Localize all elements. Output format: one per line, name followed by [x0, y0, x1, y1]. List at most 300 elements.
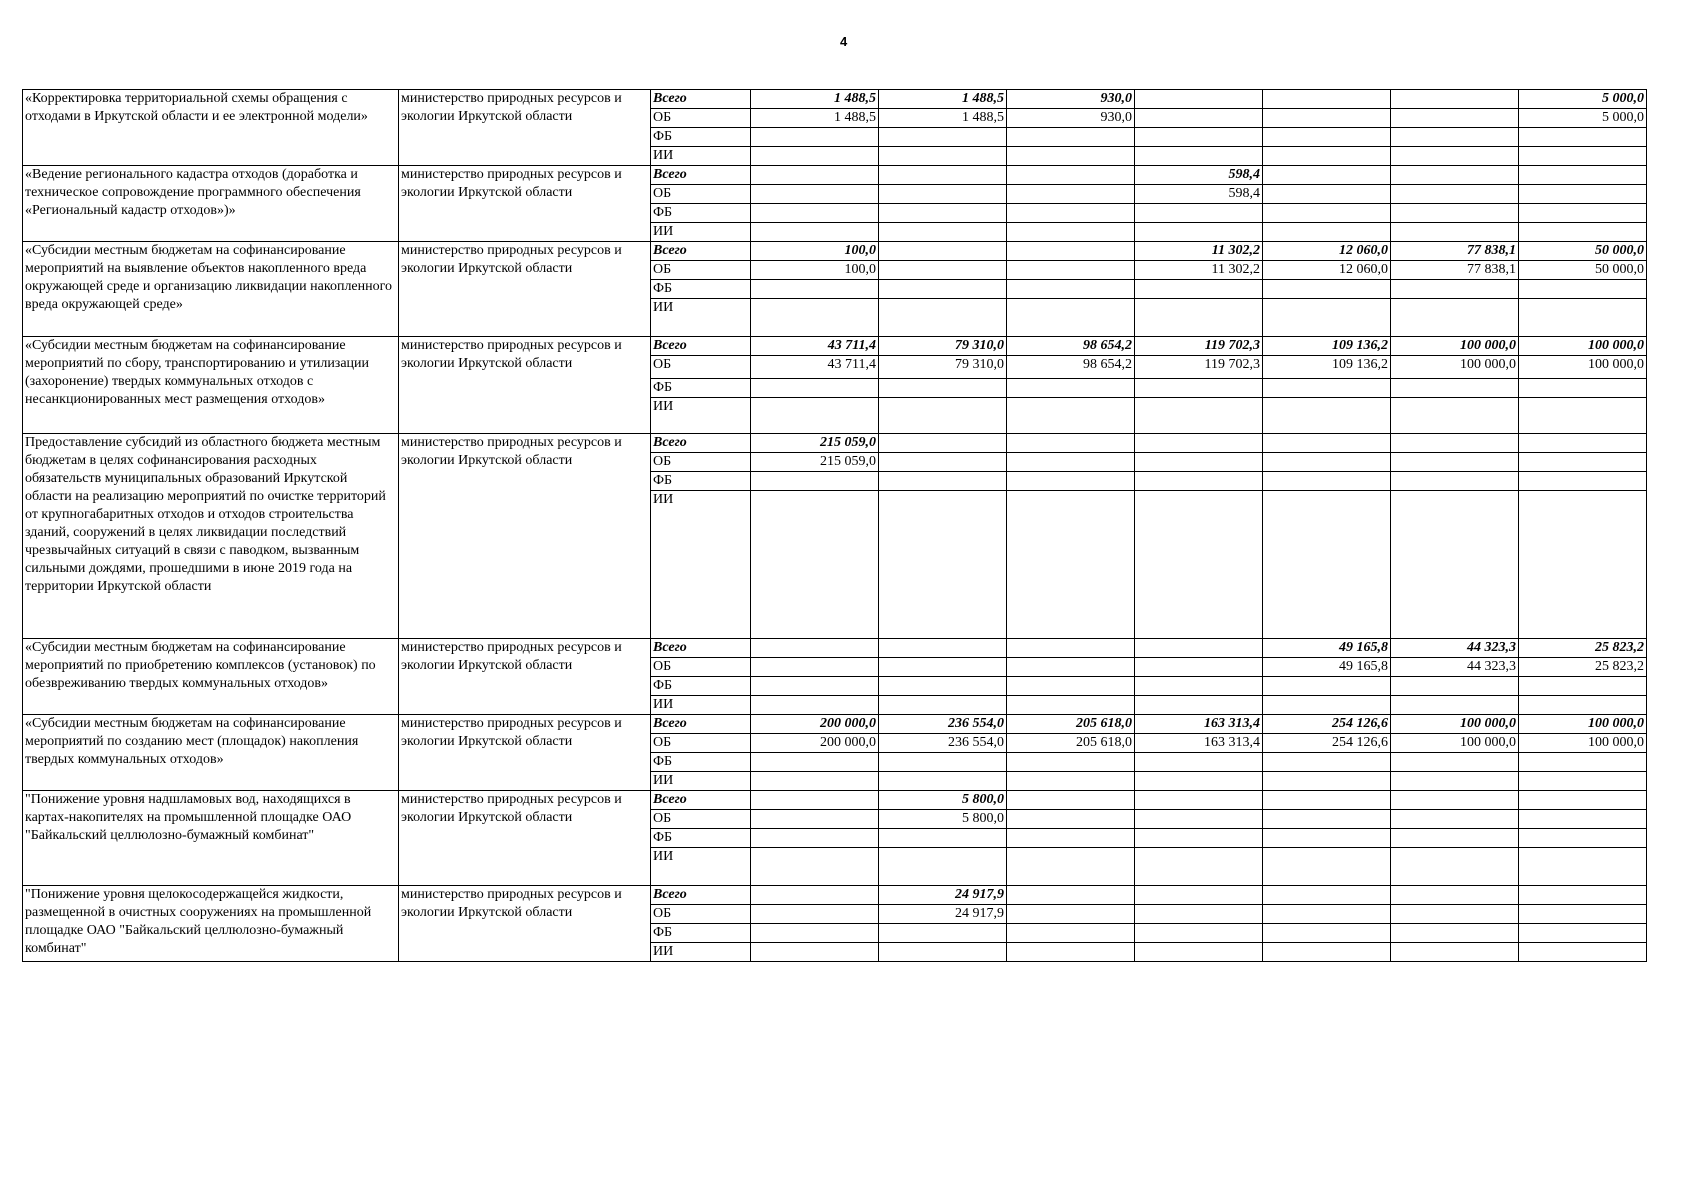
amount-cell	[1135, 379, 1263, 398]
amount-cell: 163 313,4	[1135, 715, 1263, 734]
amount-cell	[1007, 491, 1135, 639]
amount-cell	[1263, 848, 1391, 886]
amount-cell	[751, 639, 879, 658]
amount-cell	[1391, 905, 1519, 924]
executor-cell: министерство природных ресурсов и экологии Иркутской области	[399, 90, 651, 166]
amount-cell	[1135, 829, 1263, 848]
amount-cell	[751, 491, 879, 639]
amount-cell	[1391, 677, 1519, 696]
funding-source-label: ИИ	[651, 223, 751, 242]
amount-cell	[751, 943, 879, 962]
funding-source-label: ФБ	[651, 472, 751, 491]
amount-cell	[1263, 829, 1391, 848]
amount-cell: 100 000,0	[1391, 356, 1519, 379]
funding-source-label: ФБ	[651, 379, 751, 398]
amount-cell	[1135, 848, 1263, 886]
amount-cell	[1391, 128, 1519, 147]
amount-cell	[1007, 472, 1135, 491]
amount-cell	[751, 185, 879, 204]
amount-cell	[879, 658, 1007, 677]
amount-cell	[1135, 280, 1263, 299]
amount-cell	[1519, 147, 1647, 166]
amount-cell	[1135, 147, 1263, 166]
activity-name: «Субсидии местным бюджетам на софинансирование мероприятий на выявление объектов накопленного вреда окружающей среде и организацию ликвидации накопленного вреда окружающей среде»	[23, 242, 399, 337]
amount-cell	[1391, 753, 1519, 772]
amount-cell	[1519, 472, 1647, 491]
amount-cell	[1263, 677, 1391, 696]
funding-source-label: ИИ	[651, 772, 751, 791]
amount-cell: 11 302,2	[1135, 242, 1263, 261]
amount-cell: 5 000,0	[1519, 90, 1647, 109]
amount-cell	[751, 772, 879, 791]
table-row	[23, 166, 1647, 185]
activity-name: «Субсидии местным бюджетам на софинансирование мероприятий по созданию мест (площадок) накопления твердых коммунальных отходов»	[23, 715, 399, 791]
amount-cell: 5 000,0	[1519, 109, 1647, 128]
amount-cell	[1519, 886, 1647, 905]
amount-cell	[1135, 223, 1263, 242]
funding-source-label: ОБ	[651, 905, 751, 924]
amount-cell	[1007, 905, 1135, 924]
amount-cell	[1519, 166, 1647, 185]
amount-cell: 1 488,5	[751, 109, 879, 128]
amount-cell	[1135, 658, 1263, 677]
amount-cell	[1263, 434, 1391, 453]
amount-cell	[1391, 886, 1519, 905]
amount-cell	[1135, 90, 1263, 109]
amount-cell: 100 000,0	[1519, 734, 1647, 753]
table-row	[23, 242, 1647, 261]
amount-cell	[1135, 886, 1263, 905]
amount-cell: 236 554,0	[879, 715, 1007, 734]
funding-source-label: ОБ	[651, 261, 751, 280]
amount-cell	[751, 696, 879, 715]
amount-cell	[1135, 905, 1263, 924]
amount-cell	[1007, 753, 1135, 772]
amount-cell	[1263, 185, 1391, 204]
amount-cell	[1007, 261, 1135, 280]
amount-cell: 5 800,0	[879, 791, 1007, 810]
amount-cell	[879, 772, 1007, 791]
executor-cell: министерство природных ресурсов и экологии Иркутской области	[399, 166, 651, 242]
amount-cell	[1263, 90, 1391, 109]
amount-cell	[1519, 491, 1647, 639]
funding-source-label: Всего	[651, 715, 751, 734]
amount-cell	[1391, 147, 1519, 166]
activity-name: "Понижение уровня надшламовых вод, находящихся в картах-накопителях на промышленной площадке ОАО "Байкальский целлюлозно-бумажный комбинат"	[23, 791, 399, 886]
amount-cell	[879, 639, 1007, 658]
amount-cell	[1135, 772, 1263, 791]
amount-cell	[1263, 472, 1391, 491]
amount-cell	[1263, 905, 1391, 924]
funding-source-label: ИИ	[651, 696, 751, 715]
amount-cell: 24 917,9	[879, 905, 1007, 924]
page-number: 4	[840, 34, 848, 49]
funding-source-label: ФБ	[651, 128, 751, 147]
amount-cell	[1519, 772, 1647, 791]
amount-cell	[1519, 905, 1647, 924]
amount-cell	[1391, 791, 1519, 810]
amount-cell	[751, 299, 879, 337]
funding-source-label: ФБ	[651, 829, 751, 848]
amount-cell	[751, 791, 879, 810]
executor-cell: министерство природных ресурсов и экологии Иркутской области	[399, 337, 651, 434]
amount-cell	[1007, 658, 1135, 677]
amount-cell: 98 654,2	[1007, 356, 1135, 379]
executor-cell: министерство природных ресурсов и экологии Иркутской области	[399, 242, 651, 337]
amount-cell: 43 711,4	[751, 337, 879, 356]
amount-cell: 43 711,4	[751, 356, 879, 379]
amount-cell: 205 618,0	[1007, 734, 1135, 753]
activity-name: «Субсидии местным бюджетам на софинансирование мероприятий по приобретению комплексов (установок) по обезвреживанию твердых коммунальных отходов»	[23, 639, 399, 715]
amount-cell: 1 488,5	[879, 90, 1007, 109]
funding-source-label: Всего	[651, 886, 751, 905]
amount-cell	[1263, 753, 1391, 772]
amount-cell	[1135, 472, 1263, 491]
amount-cell	[1263, 924, 1391, 943]
budget-table	[22, 89, 1647, 962]
executor-cell: министерство природных ресурсов и экологии Иркутской области	[399, 886, 651, 962]
amount-cell: 12 060,0	[1263, 261, 1391, 280]
amount-cell	[1519, 185, 1647, 204]
amount-cell: 98 654,2	[1007, 337, 1135, 356]
amount-cell	[879, 829, 1007, 848]
amount-cell: 236 554,0	[879, 734, 1007, 753]
amount-cell	[751, 204, 879, 223]
amount-cell	[879, 848, 1007, 886]
amount-cell: 25 823,2	[1519, 658, 1647, 677]
amount-cell	[1007, 185, 1135, 204]
amount-cell	[1007, 166, 1135, 185]
amount-cell: 100,0	[751, 261, 879, 280]
amount-cell	[879, 434, 1007, 453]
amount-cell	[1519, 829, 1647, 848]
amount-cell	[751, 398, 879, 434]
amount-cell	[1391, 109, 1519, 128]
amount-cell	[879, 147, 1007, 166]
amount-cell	[1519, 791, 1647, 810]
amount-cell: 254 126,6	[1263, 715, 1391, 734]
amount-cell: 109 136,2	[1263, 356, 1391, 379]
funding-source-label: ФБ	[651, 677, 751, 696]
amount-cell	[1007, 639, 1135, 658]
amount-cell	[1007, 924, 1135, 943]
amount-cell	[1135, 943, 1263, 962]
amount-cell	[751, 147, 879, 166]
amount-cell	[1263, 128, 1391, 147]
amount-cell: 100,0	[751, 242, 879, 261]
amount-cell	[1391, 280, 1519, 299]
amount-cell	[751, 280, 879, 299]
amount-cell	[1263, 379, 1391, 398]
amount-cell	[751, 379, 879, 398]
amount-cell: 24 917,9	[879, 886, 1007, 905]
amount-cell	[1391, 204, 1519, 223]
amount-cell	[1391, 299, 1519, 337]
funding-source-label: ОБ	[651, 109, 751, 128]
amount-cell	[1391, 398, 1519, 434]
amount-cell	[1007, 128, 1135, 147]
amount-cell	[1519, 696, 1647, 715]
amount-cell	[1135, 204, 1263, 223]
activity-name: «Ведение регионального кадастра отходов (доработка и техническое сопровождение программного обеспечения «Региональный кадастр отходов»)»	[23, 166, 399, 242]
amount-cell	[1391, 434, 1519, 453]
amount-cell: 50 000,0	[1519, 242, 1647, 261]
table-row	[23, 886, 1647, 905]
amount-cell: 49 165,8	[1263, 658, 1391, 677]
amount-cell	[1263, 453, 1391, 472]
amount-cell: 598,4	[1135, 166, 1263, 185]
amount-cell: 12 060,0	[1263, 242, 1391, 261]
amount-cell	[1391, 772, 1519, 791]
amount-cell	[1007, 943, 1135, 962]
amount-cell	[1007, 829, 1135, 848]
amount-cell	[1519, 223, 1647, 242]
amount-cell	[751, 810, 879, 829]
amount-cell	[1391, 90, 1519, 109]
amount-cell	[1263, 223, 1391, 242]
amount-cell	[1391, 848, 1519, 886]
amount-cell	[879, 280, 1007, 299]
amount-cell	[879, 753, 1007, 772]
amount-cell: 598,4	[1135, 185, 1263, 204]
amount-cell: 205 618,0	[1007, 715, 1135, 734]
amount-cell	[879, 472, 1007, 491]
amount-cell	[879, 299, 1007, 337]
funding-source-label: ФБ	[651, 204, 751, 223]
table-row	[23, 90, 1647, 109]
amount-cell: 44 323,3	[1391, 658, 1519, 677]
funding-source-label: Всего	[651, 791, 751, 810]
table-row	[23, 434, 1647, 453]
amount-cell	[1135, 810, 1263, 829]
amount-cell: 100 000,0	[1391, 715, 1519, 734]
executor-cell: министерство природных ресурсов и экологии Иркутской области	[399, 791, 651, 886]
amount-cell	[1007, 434, 1135, 453]
table-row	[23, 791, 1647, 810]
amount-cell	[1519, 810, 1647, 829]
amount-cell	[1263, 204, 1391, 223]
funding-source-label: ИИ	[651, 491, 751, 639]
amount-cell: 200 000,0	[751, 734, 879, 753]
funding-source-label: Всего	[651, 166, 751, 185]
funding-source-label: Всего	[651, 337, 751, 356]
table-row	[23, 337, 1647, 356]
amount-cell	[1263, 398, 1391, 434]
amount-cell	[879, 943, 1007, 962]
amount-cell	[1391, 453, 1519, 472]
amount-cell	[879, 242, 1007, 261]
amount-cell	[1519, 398, 1647, 434]
funding-source-label: ОБ	[651, 810, 751, 829]
amount-cell	[751, 753, 879, 772]
amount-cell	[1391, 943, 1519, 962]
amount-cell: 79 310,0	[879, 337, 1007, 356]
funding-source-label: ОБ	[651, 453, 751, 472]
amount-cell	[1519, 924, 1647, 943]
amount-cell	[1007, 848, 1135, 886]
amount-cell	[879, 261, 1007, 280]
amount-cell: 79 310,0	[879, 356, 1007, 379]
amount-cell	[1263, 491, 1391, 639]
amount-cell	[751, 166, 879, 185]
amount-cell: 215 059,0	[751, 434, 879, 453]
amount-cell	[1135, 491, 1263, 639]
amount-cell	[879, 696, 1007, 715]
amount-cell	[1391, 185, 1519, 204]
amount-cell	[1391, 810, 1519, 829]
amount-cell	[1007, 204, 1135, 223]
funding-source-label: ИИ	[651, 943, 751, 962]
amount-cell	[1519, 848, 1647, 886]
amount-cell: 1 488,5	[879, 109, 1007, 128]
amount-cell	[1007, 810, 1135, 829]
amount-cell	[879, 453, 1007, 472]
amount-cell	[1135, 434, 1263, 453]
amount-cell	[1519, 453, 1647, 472]
amount-cell	[1007, 772, 1135, 791]
amount-cell	[1391, 829, 1519, 848]
amount-cell	[1007, 147, 1135, 166]
amount-cell	[1519, 204, 1647, 223]
amount-cell	[1135, 299, 1263, 337]
amount-cell: 163 313,4	[1135, 734, 1263, 753]
amount-cell	[1519, 943, 1647, 962]
amount-cell: 100 000,0	[1519, 715, 1647, 734]
amount-cell	[1135, 109, 1263, 128]
amount-cell	[1135, 453, 1263, 472]
amount-cell	[1519, 128, 1647, 147]
amount-cell	[1519, 280, 1647, 299]
amount-cell	[1391, 472, 1519, 491]
amount-cell	[1263, 810, 1391, 829]
amount-cell	[751, 829, 879, 848]
funding-source-label: Всего	[651, 434, 751, 453]
activity-name: «Корректировка территориальной схемы обращения с отходами в Иркутской области и ее электронной модели»	[23, 90, 399, 166]
funding-source-label: ОБ	[651, 734, 751, 753]
executor-cell: министерство природных ресурсов и экологии Иркутской области	[399, 715, 651, 791]
amount-cell	[1263, 943, 1391, 962]
amount-cell	[879, 924, 1007, 943]
amount-cell: 77 838,1	[1391, 261, 1519, 280]
amount-cell	[1263, 280, 1391, 299]
amount-cell	[1391, 696, 1519, 715]
amount-cell: 119 702,3	[1135, 356, 1263, 379]
amount-cell	[1519, 434, 1647, 453]
amount-cell	[1263, 696, 1391, 715]
funding-source-label: Всего	[651, 90, 751, 109]
amount-cell: 44 323,3	[1391, 639, 1519, 658]
amount-cell	[1519, 379, 1647, 398]
amount-cell	[879, 677, 1007, 696]
amount-cell	[1007, 280, 1135, 299]
amount-cell: 49 165,8	[1263, 639, 1391, 658]
amount-cell	[879, 223, 1007, 242]
amount-cell	[1007, 696, 1135, 715]
amount-cell	[1519, 299, 1647, 337]
amount-cell	[1135, 696, 1263, 715]
amount-cell: 930,0	[1007, 109, 1135, 128]
amount-cell: 100 000,0	[1519, 356, 1647, 379]
activity-name: «Субсидии местным бюджетам на софинансирование мероприятий по сбору, транспортированию и утилизации (захоронение) твердых коммунальных отходов с несанкционированных мест размещения отходов»	[23, 337, 399, 434]
amount-cell: 200 000,0	[751, 715, 879, 734]
amount-cell	[751, 472, 879, 491]
amount-cell: 254 126,6	[1263, 734, 1391, 753]
amount-cell	[1007, 223, 1135, 242]
funding-source-label: ИИ	[651, 398, 751, 434]
amount-cell	[1135, 128, 1263, 147]
amount-cell	[1391, 924, 1519, 943]
amount-cell: 930,0	[1007, 90, 1135, 109]
amount-cell: 109 136,2	[1263, 337, 1391, 356]
activity-name: Предоставление субсидий из областного бюджета местным бюджетам в целях софинансирования расходных обязательств муниципальных образований Иркутской области на реализацию мероприятий по очистке территорий от крупногабаритных отходов и отходов строительства зданий, сооружений в целях ликвидации последствий чрезвычайных ситуаций в связи с паводком, вызванным сильными дождями, прошедшими в июне 2019 года на территории Иркутской области	[23, 434, 399, 639]
amount-cell	[1007, 299, 1135, 337]
funding-source-label: Всего	[651, 639, 751, 658]
amount-cell	[1135, 398, 1263, 434]
funding-source-label: ФБ	[651, 280, 751, 299]
amount-cell	[1391, 491, 1519, 639]
amount-cell	[751, 658, 879, 677]
amount-cell	[1135, 677, 1263, 696]
amount-cell: 50 000,0	[1519, 261, 1647, 280]
amount-cell	[751, 848, 879, 886]
table-row	[23, 639, 1647, 658]
funding-source-label: ИИ	[651, 848, 751, 886]
amount-cell	[1391, 379, 1519, 398]
amount-cell	[879, 491, 1007, 639]
amount-cell	[751, 886, 879, 905]
amount-cell: 100 000,0	[1391, 734, 1519, 753]
funding-source-label: ИИ	[651, 147, 751, 166]
amount-cell	[1007, 398, 1135, 434]
amount-cell	[1263, 147, 1391, 166]
amount-cell	[879, 166, 1007, 185]
amount-cell	[1007, 886, 1135, 905]
amount-cell	[1263, 791, 1391, 810]
funding-source-label: ОБ	[651, 185, 751, 204]
amount-cell	[1007, 791, 1135, 810]
amount-cell: 11 302,2	[1135, 261, 1263, 280]
funding-source-label: ОБ	[651, 356, 751, 379]
amount-cell	[1135, 924, 1263, 943]
amount-cell: 215 059,0	[751, 453, 879, 472]
amount-cell	[751, 677, 879, 696]
executor-cell: министерство природных ресурсов и экологии Иркутской области	[399, 639, 651, 715]
funding-source-label: ФБ	[651, 924, 751, 943]
funding-source-label: ОБ	[651, 658, 751, 677]
amount-cell: 5 800,0	[879, 810, 1007, 829]
funding-source-label: ИИ	[651, 299, 751, 337]
amount-cell	[1263, 109, 1391, 128]
amount-cell	[1007, 242, 1135, 261]
amount-cell: 119 702,3	[1135, 337, 1263, 356]
amount-cell	[1263, 299, 1391, 337]
amount-cell	[1263, 886, 1391, 905]
amount-cell	[1135, 753, 1263, 772]
amount-cell: 100 000,0	[1519, 337, 1647, 356]
amount-cell	[879, 204, 1007, 223]
amount-cell	[1007, 379, 1135, 398]
amount-cell	[751, 128, 879, 147]
amount-cell	[879, 398, 1007, 434]
amount-cell	[1007, 677, 1135, 696]
amount-cell	[879, 379, 1007, 398]
amount-cell	[1135, 791, 1263, 810]
amount-cell	[879, 185, 1007, 204]
amount-cell	[751, 905, 879, 924]
amount-cell: 100 000,0	[1391, 337, 1519, 356]
funding-source-label: Всего	[651, 242, 751, 261]
amount-cell	[751, 223, 879, 242]
